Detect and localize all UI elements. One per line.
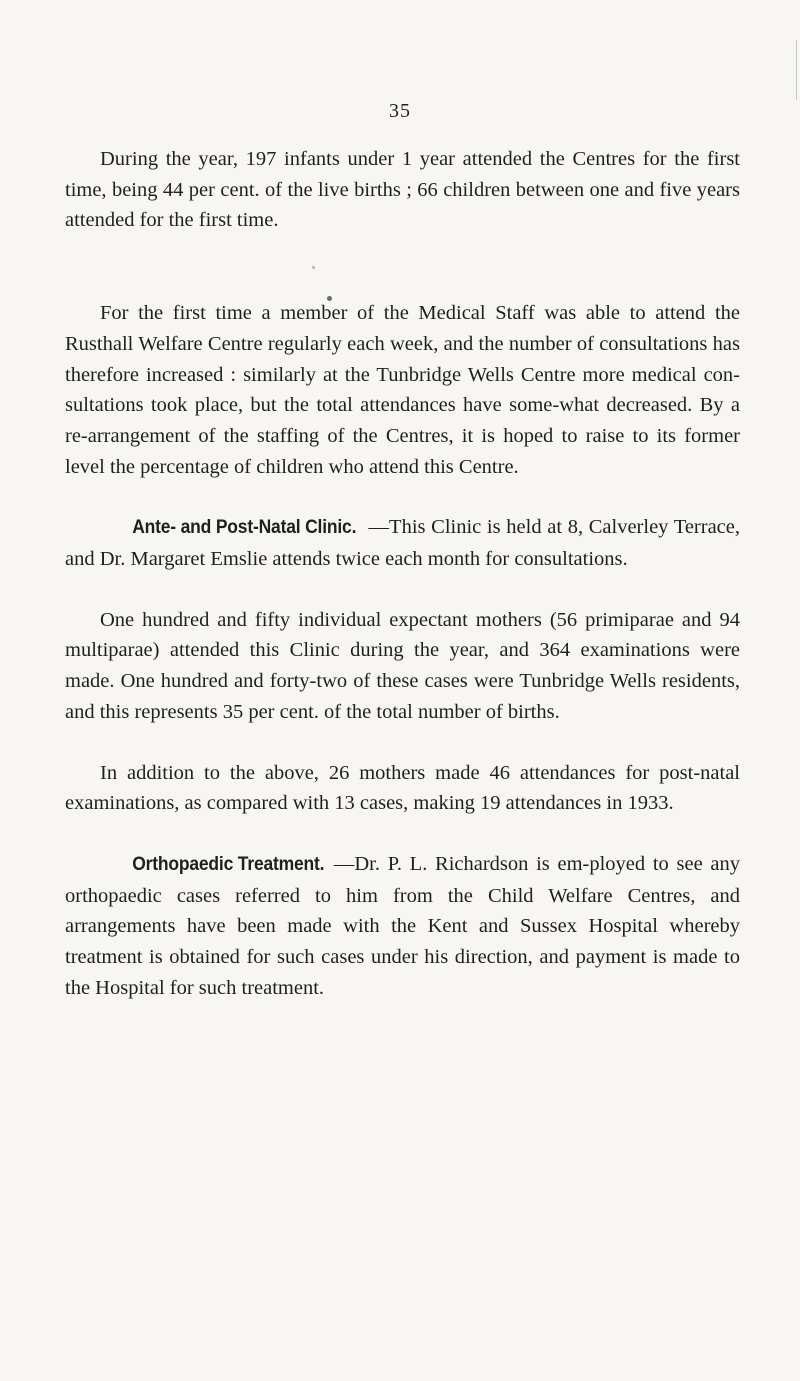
paragraph-text: One hundred and fifty individual expectant mothers (56 primiparae and 94 multiparae) attended this Clinic during the year, and 364 examinations were made. One hundred and forty-two of these cases were Tunbridge Wells residents, and this represents 35 per cent. of the total number of births. — [65, 608, 740, 723]
paragraph-post-natal-examinations — [65, 758, 740, 819]
paragraph-expectant-mothers — [65, 605, 740, 728]
paragraph-infant-attendance — [65, 144, 740, 236]
paragraph-orthopaedic-treatment — [65, 849, 740, 1004]
body-text — [65, 144, 740, 1033]
paragraph-medical-staff — [65, 298, 740, 482]
section-heading-orthopaedic: Orthopaedic Treatment. — [132, 853, 325, 875]
paragraph-text: —Dr. P. L. Richardson is em-ployed to see any orthopaedic cases referred to him from the Child Welfare Centres, and arrangements have been made with the Kent and Sussex Hospital whereby treatment is obtained for such cases under his direction, and payment is made to the Hospital for such treatment. — [65, 852, 740, 999]
paragraph-text: For the first time a member of the Medical Staff was able to attend the Rusthall Welfare Centre regularly each week, and the number of consultations has therefore increased : similarly at the Tunbridge Wells Centre more medical con-sultations took place, but the total attendances have some-what decreased. By a re-arrangement of the staffing of the Centres, it is hoped to raise to its former level the percentage of children who attend this Centre. — [65, 302, 740, 478]
paragraph-text: During the year, 197 infants under 1 year attended the Centres for the first time, being 44 per cent. of the live births ; 66 children between one and five years attended for the first time. — [65, 148, 740, 232]
section-heading-ante-post-natal: Ante- and Post-Natal Clinic. — [132, 517, 357, 539]
page-number: 35 — [389, 100, 411, 122]
paragraph-text: —This Clinic is held at 8, Calverley Terrace, and Dr. Margaret Emslie attends twice each month for consultations. — [65, 516, 740, 571]
page-edge-mark — [796, 40, 797, 100]
paragraph-text: In addition to the above, 26 mothers made 46 attendances for post-natal examinations, as compared with 13 cases, making 19 attendances in 1933. — [65, 761, 740, 815]
paragraph-ante-post-natal-clinic — [65, 512, 740, 574]
